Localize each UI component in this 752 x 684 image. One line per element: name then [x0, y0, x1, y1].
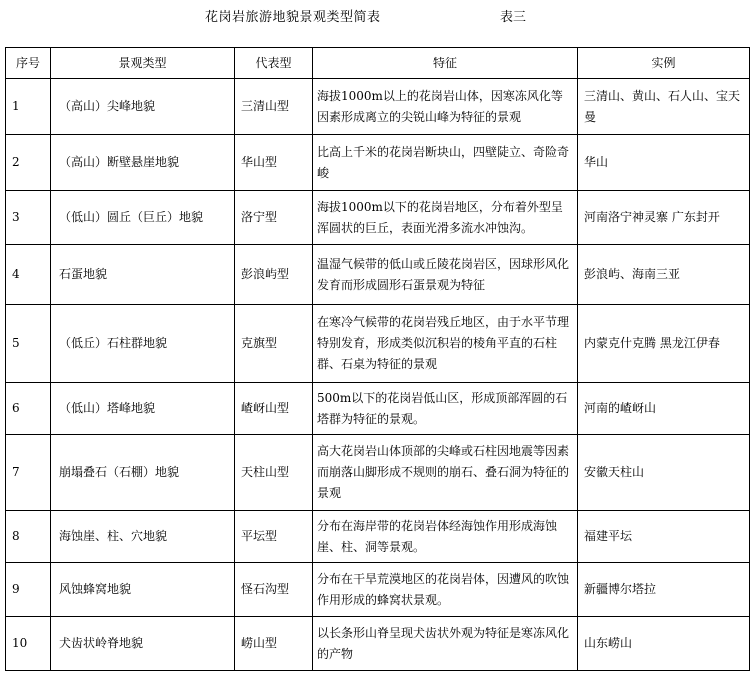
- table-row: [6, 135, 750, 191]
- table-row: [6, 435, 750, 511]
- cell-type: （低山）塔峰地貌: [51, 383, 235, 435]
- table-header-row: [6, 48, 750, 79]
- table-row: [6, 305, 750, 383]
- cell-feature: 500m以下的花岗岩低山区，形成顶部浑圆的石塔群为特征的景观。: [313, 383, 578, 435]
- header-type: 景观类型: [51, 48, 235, 79]
- table-row: [6, 617, 750, 671]
- cell-feature: 高大花岗岩山体顶部的尖峰或石柱因地震等因素而崩落山脚形成不规则的崩石、叠石洞为特征的景观: [313, 435, 578, 511]
- cell-type: 风蚀蜂窝地貌: [51, 563, 235, 617]
- header-num: 序号: [6, 48, 51, 79]
- cell-rep: 天柱山型: [235, 435, 313, 511]
- cell-num: 9: [6, 563, 51, 617]
- table-row: [6, 191, 750, 245]
- cell-type: （高山）尖峰地貌: [51, 79, 235, 135]
- cell-example: 三清山、黄山、石人山、宝天曼: [578, 79, 750, 135]
- cell-rep: 克旗型: [235, 305, 313, 383]
- document-title: 花岗岩旅游地貌景观类型简表: [205, 10, 381, 25]
- cell-type: （低丘）石柱群地貌: [51, 305, 235, 383]
- cell-type: 石蛋地貌: [51, 245, 235, 305]
- cell-rep: 洛宁型: [235, 191, 313, 245]
- landscape-type-table: [5, 47, 750, 671]
- cell-rep: 怪石沟型: [235, 563, 313, 617]
- cell-feature: 比高上千米的花岗岩断块山，四壁陡立、奇险奇峻: [313, 135, 578, 191]
- table-row: [6, 563, 750, 617]
- cell-feature: 在寒冷气候带的花岗岩残丘地区，由于水平节理特别发育，形成类似沉积岩的棱角平直的石柱群、石桌为特征的景观: [313, 305, 578, 383]
- cell-rep: 三清山型: [235, 79, 313, 135]
- cell-example: 河南的嵖岈山: [578, 383, 750, 435]
- cell-num: 6: [6, 383, 51, 435]
- header-example: 实例: [578, 48, 750, 79]
- cell-type: （高山）断壁悬崖地貌: [51, 135, 235, 191]
- cell-example: 内蒙克什克腾 黑龙江伊春: [578, 305, 750, 383]
- cell-example: 新疆博尔塔拉: [578, 563, 750, 617]
- cell-example: 河南洛宁神灵寨 广东封开: [578, 191, 750, 245]
- cell-example: 山东崂山: [578, 617, 750, 671]
- cell-num: 2: [6, 135, 51, 191]
- cell-feature: 海拔1000m以上的花岗岩山体，因寒冻风化等因素形成离立的尖锐山峰为特征的景观: [313, 79, 578, 135]
- cell-rep: 平坛型: [235, 511, 313, 563]
- cell-feature: 分布在干旱荒漠地区的花岗岩体，因遭风的吹蚀作用形成的蜂窝状景观。: [313, 563, 578, 617]
- cell-num: 10: [6, 617, 51, 671]
- cell-num: 7: [6, 435, 51, 511]
- cell-rep: 华山型: [235, 135, 313, 191]
- table-row: [6, 79, 750, 135]
- table-row: [6, 245, 750, 305]
- cell-num: 4: [6, 245, 51, 305]
- cell-type: 犬齿状岭脊地貌: [51, 617, 235, 671]
- header-feature: 特征: [313, 48, 578, 79]
- cell-feature: 分布在海岸带的花岗岩体经海蚀作用形成海蚀崖、柱、洞等景观。: [313, 511, 578, 563]
- cell-type: （低山）圆丘（巨丘）地貌: [51, 191, 235, 245]
- header-rep: 代表型: [235, 48, 313, 79]
- title-row: [0, 4, 752, 24]
- cell-example: 福建平坛: [578, 511, 750, 563]
- cell-example: 安徽天柱山: [578, 435, 750, 511]
- cell-num: 5: [6, 305, 51, 383]
- cell-feature: 以长条形山脊呈现犬齿状外观为特征是寒冻风化的产物: [313, 617, 578, 671]
- cell-num: 1: [6, 79, 51, 135]
- cell-type: 崩塌叠石（石棚）地貌: [51, 435, 235, 511]
- cell-num: 8: [6, 511, 51, 563]
- cell-rep: 彭浪屿型: [235, 245, 313, 305]
- table-label: 表三: [500, 10, 527, 25]
- table-row: [6, 383, 750, 435]
- cell-example: 华山: [578, 135, 750, 191]
- cell-type: 海蚀崖、柱、穴地貌: [51, 511, 235, 563]
- cell-num: 3: [6, 191, 51, 245]
- cell-rep: 崂山型: [235, 617, 313, 671]
- table-row: [6, 511, 750, 563]
- cell-feature: 海拔1000m以下的花岗岩地区，分布着外型呈浑圆状的巨丘，表面光滑多流水冲蚀沟。: [313, 191, 578, 245]
- cell-feature: 温湿气候带的低山或丘陵花岗岩区，因球形风化发育而形成圆形石蛋景观为特征: [313, 245, 578, 305]
- cell-rep: 嵖岈山型: [235, 383, 313, 435]
- cell-example: 彭浪屿、海南三亚: [578, 245, 750, 305]
